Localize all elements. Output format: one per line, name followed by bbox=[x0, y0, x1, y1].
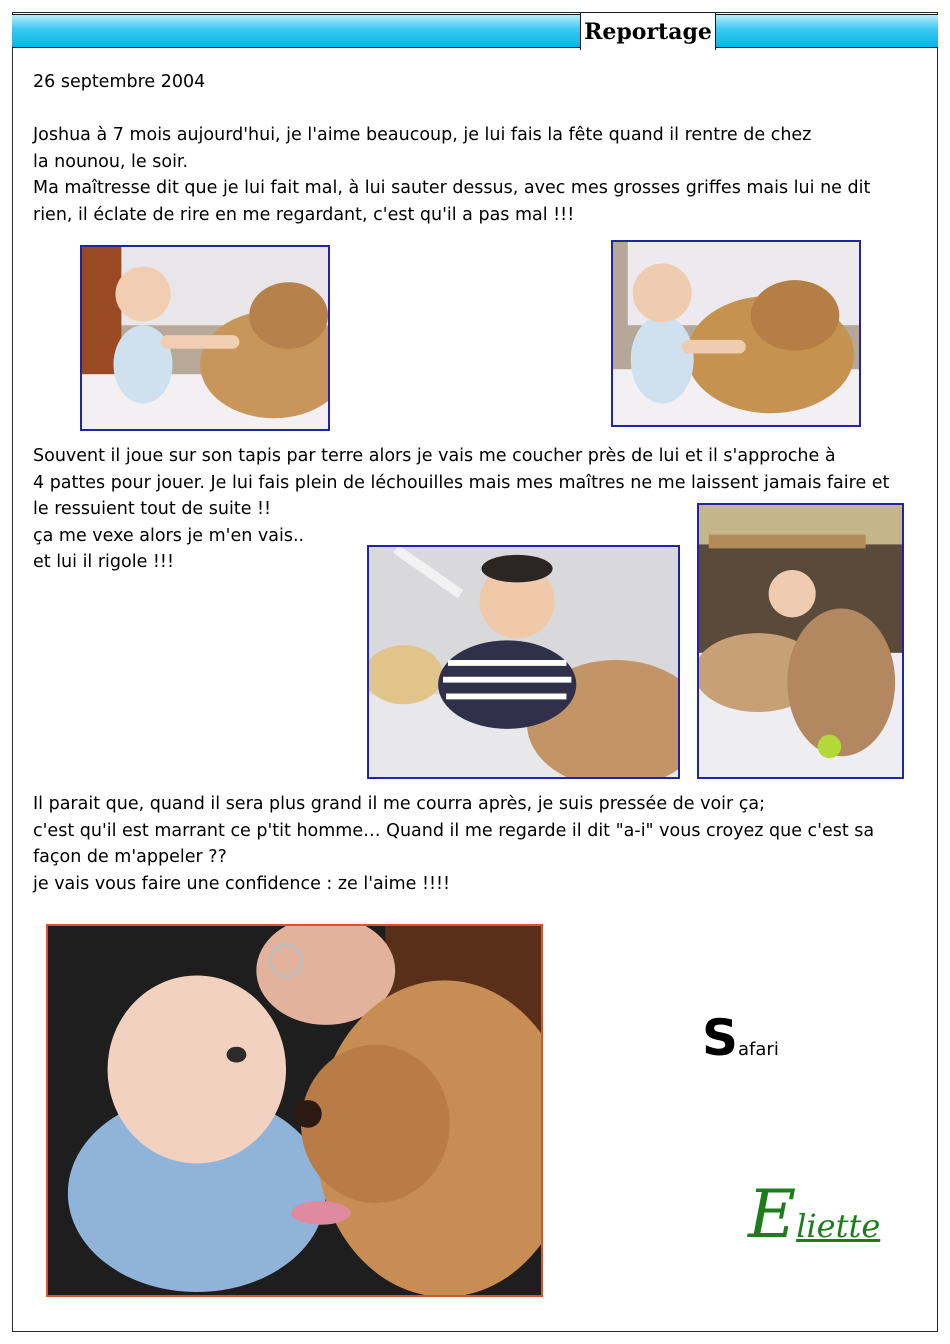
paragraph-line: Il parait que, quand il sera plus grand il me courra après, je suis pressée de voir ça; bbox=[33, 794, 766, 814]
paragraph-line: 4 pattes pour jouer. Je lui fais plein de léchouilles mais mes maîtres ne me laissent jamais faire et bbox=[33, 472, 890, 493]
paragraph-line: la nounou, le soir. bbox=[33, 151, 189, 172]
photo-baby-dog-bed-1 bbox=[80, 245, 330, 431]
paragraph-line: façon de m'appeler ?? bbox=[33, 847, 227, 867]
paragraph-3 bbox=[33, 791, 874, 897]
paragraph-line: rien, il éclate de rire en me regardant, c'est qu'il a pas mal !!! bbox=[33, 204, 575, 225]
paragraph-1 bbox=[33, 122, 870, 228]
signature-initial: E bbox=[748, 1176, 797, 1253]
author-initial: S bbox=[702, 1009, 739, 1067]
paragraph-line: et lui il rigole !!! bbox=[33, 552, 174, 572]
paragraph-line: je vais vous faire une confidence : ze l'aime !!!! bbox=[33, 873, 451, 894]
author-name bbox=[702, 1010, 779, 1066]
paragraph-line: Souvent il joue sur son tapis par terre alors je vais me coucher près de lui et il s'approche à bbox=[33, 446, 836, 466]
author-rest: afari bbox=[738, 1039, 779, 1060]
photo-baby-dog-bed-2 bbox=[611, 240, 861, 427]
paragraph-line: le ressuient tout de suite !! bbox=[33, 499, 272, 519]
signature-rest: liette bbox=[796, 1207, 881, 1245]
paragraph-line: Joshua à 7 mois aujourd'hui, je l'aime beaucoup, je lui fais la fête quand il rentre de chez bbox=[33, 125, 812, 145]
photo-closeup-baby-dog bbox=[46, 924, 543, 1297]
header-bar bbox=[12, 14, 938, 48]
paragraph-line: c'est qu'il est marrant ce p'tit homme… Quand il me regarde il dit "a-i" vous croyez que c'est sa bbox=[33, 820, 875, 841]
paragraph-line: Ma maîtresse dit que je lui fait mal, à lui sauter dessus, avec mes grosses griffes mais lui ne dit bbox=[33, 178, 871, 198]
photo-baby-on-mat bbox=[367, 545, 680, 779]
signature bbox=[748, 1176, 881, 1253]
date-line: 26 septembre 2004 bbox=[33, 72, 206, 92]
header-title: Reportage bbox=[580, 12, 716, 50]
paragraph-line: ça me vexe alors je m'en vais.. bbox=[33, 525, 305, 546]
photo-dog-with-ball bbox=[697, 503, 904, 779]
